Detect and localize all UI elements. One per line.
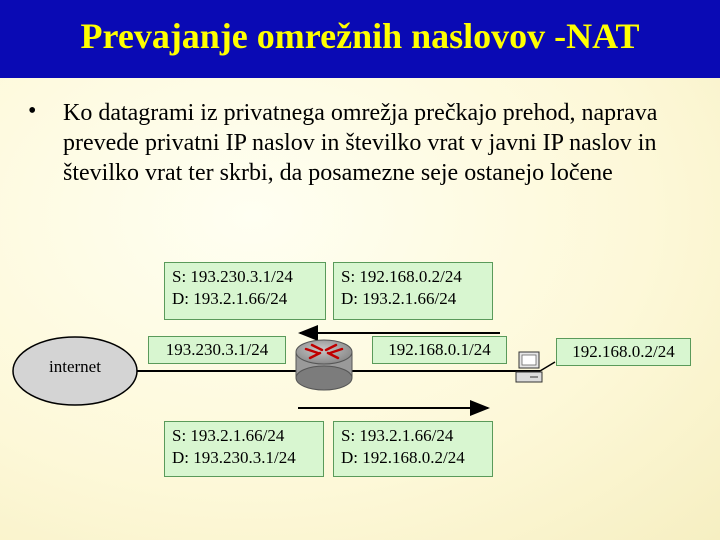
- outgoing-private-destination: D: 193.2.1.66/24: [341, 289, 457, 308]
- outgoing-public-source: S: 193.230.3.1/24: [172, 267, 293, 286]
- incoming-private-destination: D: 192.168.0.2/24: [341, 448, 465, 467]
- router-public-ip-label: 193.230.3.1/24: [148, 336, 286, 364]
- outgoing-public-header-box: [164, 262, 326, 320]
- incoming-private-header-box: [333, 421, 493, 477]
- incoming-private-source: S: 193.2.1.66/24: [341, 426, 454, 445]
- outgoing-private-source: S: 192.168.0.2/24: [341, 267, 462, 286]
- incoming-public-source: S: 193.2.1.66/24: [172, 426, 285, 445]
- bullet-text: Ko datagrami iz privatnega omrežja prečkajo prehod, naprava prevede privatni IP naslov in številko vrat v javni IP naslov in številko vrat ter skrbi, da posamezne seje ostanejo ločene: [63, 100, 658, 186]
- host-link-line: [540, 362, 555, 371]
- incoming-public-header-box: [164, 421, 324, 477]
- router-icon: [296, 340, 352, 390]
- host-computer-icon: [516, 352, 542, 382]
- internet-label: internet: [49, 357, 101, 376]
- slide-title: Prevajanje omrežnih naslovov -NAT: [80, 16, 640, 56]
- bullet-marker: •: [28, 98, 37, 124]
- outgoing-private-header-box: [333, 262, 493, 320]
- outgoing-public-destination: D: 193.2.1.66/24: [172, 289, 288, 308]
- incoming-public-destination: D: 193.230.3.1/24: [172, 448, 296, 467]
- router-private-ip-label: 192.168.0.1/24: [372, 336, 507, 364]
- host-ip-label: 192.168.0.2/24: [556, 338, 691, 366]
